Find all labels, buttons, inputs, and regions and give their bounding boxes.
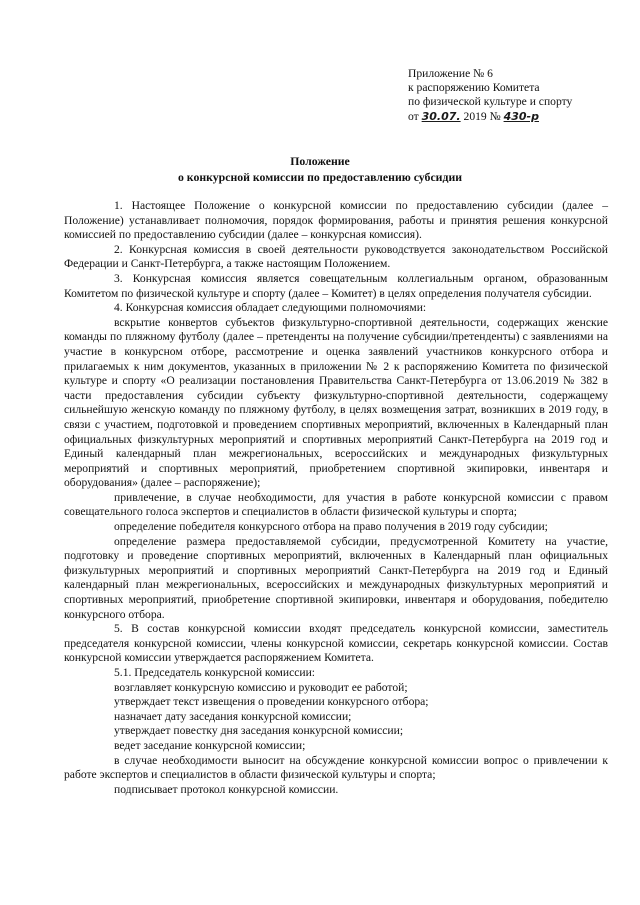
paragraph-4-item-3: определение победителя конкурсного отбора на право получения в 2019 году субсидии; [114, 520, 548, 534]
appendix-line-3: по физической культуре и спорту [408, 95, 573, 109]
paragraph-1: 1. Настоящее Положение о конкурсной комиссии по предоставлению субсидии (далее – Положение) устанавливает полномочия, порядок формирования, работы и принятия решения конкурсной комиссией по предоставлению субсидии (далее – конкурсная комиссия). [64, 199, 608, 242]
handwritten-number: 430-р [503, 109, 539, 123]
appendix-line-1: Приложение № 6 [408, 67, 493, 80]
paragraph-5-1-item-1: возглавляет конкурсную комиссию и руководит ее работой; [114, 680, 408, 694]
paragraph-5-1-item-4: утверждает повестку дня заседания конкурсной комиссии; [114, 724, 404, 738]
paragraph-5-1-item-5: ведет заседание конкурсной комиссии; [114, 738, 306, 752]
paragraph-4-item-4: определение размера предоставляемой субсидии, предусмотренной Комитету на участие, подготовку и проведение спортивных мероприятий, включенных в Календарный план официальных физкультурных мероприятий и спортивных мероприятий Санкт-Петербурга на 2019 год и Единый календарный план межрегиональных, всероссийских и международных физкультурных мероприятий и спортивных мероприятий, приобретение спортивной экипировки, инвентаря и оборудования, победителю конкурсного отбора. [64, 534, 608, 621]
paragraph-5: 5. В состав конкурсной комиссии входят председатель конкурсной комиссии, заместитель председателя конкурсной комиссии, члены конкурсной комиссии, секретарь конкурсной комиссии. Состав конкурсной комиссии утверждается распоряжением Комитета. [64, 622, 608, 665]
paragraph-3: 3. Конкурсная комиссия является совещательным коллегиальным органом, образованным Комитетом по физической культуре и спорту (далее – Комитет) в целях определения получателя субсидии. [64, 271, 608, 300]
paragraph-4-item-1: вскрытие конвертов субъектов физкультурно-спортивной деятельности, содержащих женские команды по пляжному футболу (далее – претенденты на получение субсидии/претенденты) с заявлениями на участие в конкурсном отборе, рассмотрение и оценка заявлений участников конкурсного отбора и прилагаемых к ним документов, указанных в приложении № 2 к распоряжению Комитета по физической культуре и спорту «О реализации постановления Правительства Санкт-Петербурга от 13.06.2019 № 382 в части предоставления субсидии субъекту физкультурно-спортивной деятельности, содержащему сильнейшую женскую команду по пляжному футболу, в целях возмещения затрат, возникших в 2019 году, в связи с участием, подготовкой и проведением спортивных мероприятий, включенных в Календарный план официальных физкультурных мероприятий и спортивных мероприятий Санкт-Петербурга на 2019 год и Единый календарный план межрегиональных, всероссийских и международных физкультурных мероприятий и спортивных мероприятий, приобретением спортивной экипировки, инвентаря и оборудования» (далее – распоряжение); [64, 315, 608, 490]
handwritten-date: 30.07. [421, 109, 461, 123]
appendix-line-2: к распоряжению Комитета [408, 81, 540, 95]
paragraph-2: 2. Конкурсная комиссия в своей деятельности руководствуется законодательством Российской Федерации и Санкт-Петербурга, а также настоящим Положением. [64, 242, 608, 271]
paragraph-5-1-item-7: подписывает протокол конкурсной комиссии. [114, 782, 339, 796]
appendix-date-line [408, 110, 572, 124]
document-title: Положение [290, 154, 350, 168]
date-mid: 2019 № [463, 109, 501, 123]
paragraph-5-1-item-2: утверждает текст извещения о проведении конкурсного отбора; [114, 695, 429, 709]
date-prefix: от [408, 109, 419, 123]
paragraph-5-1-item-6: в случае необходимости выносит на обсуждение конкурсной комиссии вопрос о привлечении к работе экспертов и специалистов в области физической культуры и спорта; [64, 753, 608, 782]
paragraph-5-1: 5.1. Председатель конкурсной комиссии: [114, 666, 315, 679]
paragraph-4: 4. Конкурсная комиссия обладает следующими полномочиями: [114, 301, 427, 315]
paragraph-5-1-item-3: назначает дату заседания конкурсной комиссии; [114, 709, 352, 723]
document-body [64, 199, 608, 797]
paragraph-4-item-2: привлечение, в случае необходимости, для участия в работе конкурсной комиссии с правом совещательного голоса экспертов и специалистов в области физической культуры и спорта; [64, 490, 608, 519]
appendix-block [408, 67, 572, 124]
document-subtitle: о конкурсной комиссии по предоставлению субсидии [177, 170, 463, 184]
